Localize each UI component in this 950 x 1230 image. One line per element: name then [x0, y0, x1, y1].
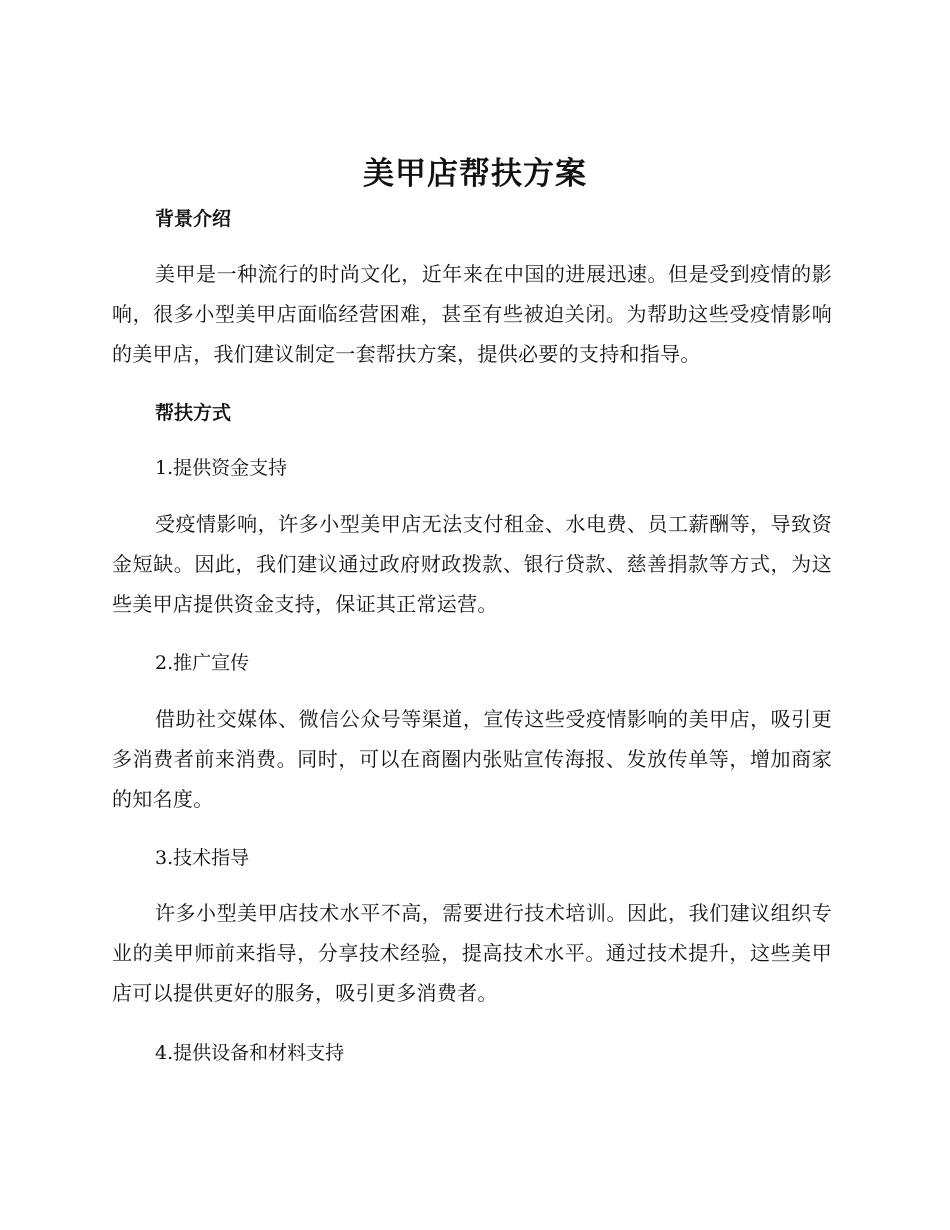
paragraph-technical: 许多小型美甲店技术水平不高，需要进行技术培训。因此，我们建议组织专业的美甲师前来指导，分享技术经验，提高技术水平。通过技术提升，这些美甲店可以提供更好的服务，吸引更多消费者。 [112, 901, 832, 1005]
paragraph-funding: 受疫情影响，许多小型美甲店无法支付租金、水电费、员工薪酬等，导致资金短缺。因此，我们建议通过政府财政拨款、银行贷款、慈善捐款等方式，为这些美甲店提供资金支持，保证其正常运营。 [112, 512, 832, 616]
paragraph-background: 美甲是一种流行的时尚文化，近年来在中国的进展迅速。但是受到疫情的影响，很多小型美甲店面临经营困难，甚至有些被迫关闭。为帮助这些受疫情影响的美甲店，我们建议制定一套帮扶方案，提供必要的支持和指导。 [112, 262, 832, 366]
item-title-equipment: 4.提供设备和材料支持 [155, 1042, 345, 1064]
item-title-technical: 3.技术指导 [155, 847, 250, 869]
document-title: 美甲店帮扶方案 [363, 156, 587, 192]
section-heading-background: 背景介绍 [155, 208, 232, 230]
item-title-promotion: 2.推广宣传 [155, 652, 250, 674]
section-heading-methods: 帮扶方式 [155, 402, 232, 424]
item-title-funding: 1.提供资金支持 [155, 457, 288, 479]
paragraph-promotion: 借助社交媒体、微信公众号等渠道，宣传这些受疫情影响的美甲店，吸引更多消费者前来消费。同时，可以在商圈内张贴宣传海报、发放传单等，增加商家的知名度。 [112, 707, 832, 811]
